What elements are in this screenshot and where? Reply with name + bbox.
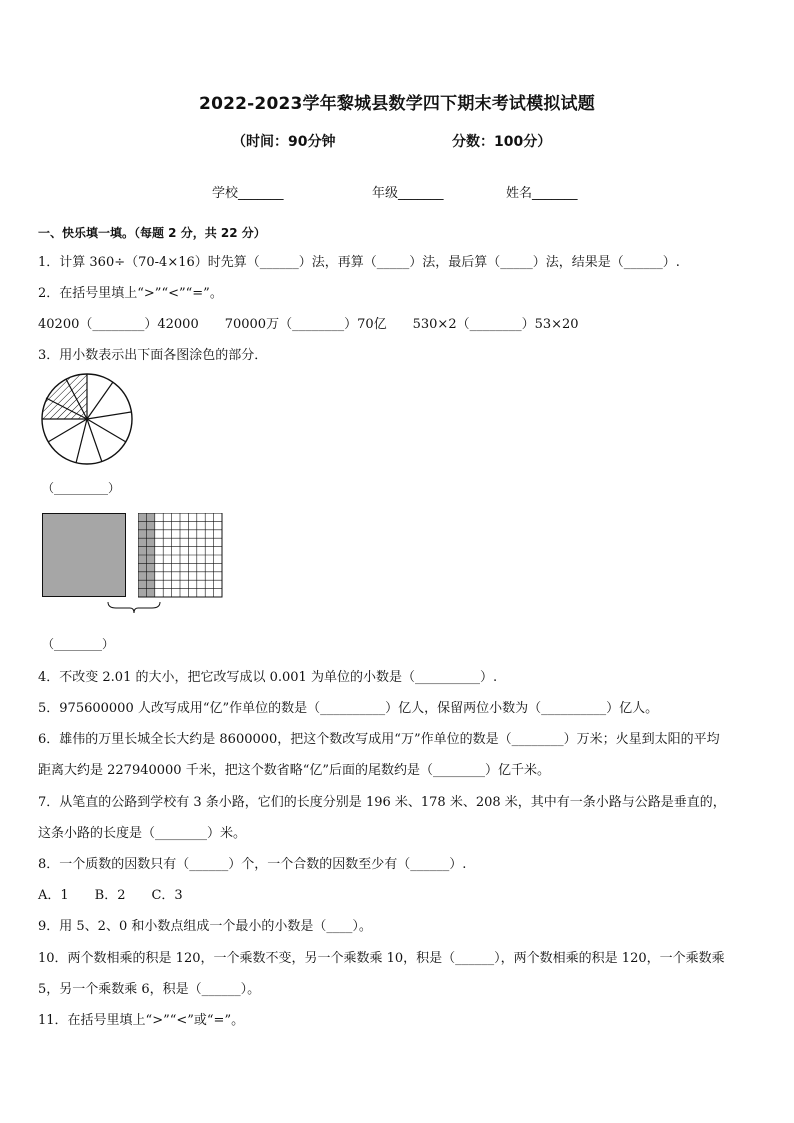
question-8: 8．一个质数的因数只有（______）个，一个合数的因数至少有（______）. [38,857,467,872]
question-1: 1．计算 360÷（70-4×16）时先算（______）法，再算（_____）法，最后算（_____）法，结果是（______）. [38,255,680,270]
shaded-circle-figure [40,372,134,466]
grade-field: 年级_______ [372,186,444,201]
question-3-blank-2: （________） [42,637,115,651]
question-6-line-1: 6．雄伟的万里长城全长大约是 8600000，把这个数改写成用“万”作单位的数是（________）万米；火星到太阳的平均 [38,732,720,747]
brace-mark [106,600,162,614]
question-7-line-2: 这条小路的长度是（________）米。 [38,826,247,841]
question-3-blank-1: （_________） [42,481,121,495]
hundredths-grid-figure [138,513,224,599]
exam-title: 2022-2023学年黎城县数学四下期末考试模拟试题 [199,94,595,114]
shaded-whole-square [42,513,126,597]
question-7-line-1: 7．从笔直的公路到学校有 3 条小路，它们的长度分别是 196 米、178 米、208 米，其中有一条小路与公路是垂直的， [38,795,726,810]
question-4: 4．不改变 2.01 的大小，把它改写成以 0.001 为单位的小数是（__________）. [38,670,498,685]
question-2-items: 40200（________）42000 70000万（________）70亿 530×2（________）53×20 [38,317,579,332]
question-5: 5．975600000 人改写成用“亿”作单位的数是（__________）亿人，保留两位小数为（__________）亿人。 [38,701,659,716]
question-3: 3．用小数表示出下面各图涂色的部分． [38,348,268,363]
question-10-line-2: 5，另一个乘数乘 6，积是（______）。 [38,982,261,997]
question-10-line-1: 10．两个数相乘的积是 120，一个乘数不变，另一个乘数乘 10，积是（______），两个数相乘的积是 120，一个乘数乘 [38,951,725,966]
exam-time: （时间：90分钟 [232,134,336,150]
question-11: 11．在括号里填上“>”“<”或“=”。 [38,1013,245,1028]
name-field: 姓名_______ [506,186,578,201]
school-field: 学校_______ [212,186,284,201]
question-2: 2．在括号里填上“>”“<”“=”。 [38,286,223,301]
question-9: 9．用 5、2、0 和小数点组成一个最小的小数是（____）。 [38,919,372,934]
question-8-options: A．1 B．2 C．3 [38,888,183,903]
question-6-line-2: 距离大约是 227940000 千米，把这个数省略“亿”后面的尾数约是（________）亿千米。 [38,763,550,778]
exam-score: 分数：100分） [452,134,552,150]
section-heading: 一、快乐填一填。（每题 2 分，共 22 分） [38,226,266,240]
hatched-sector [40,372,87,419]
